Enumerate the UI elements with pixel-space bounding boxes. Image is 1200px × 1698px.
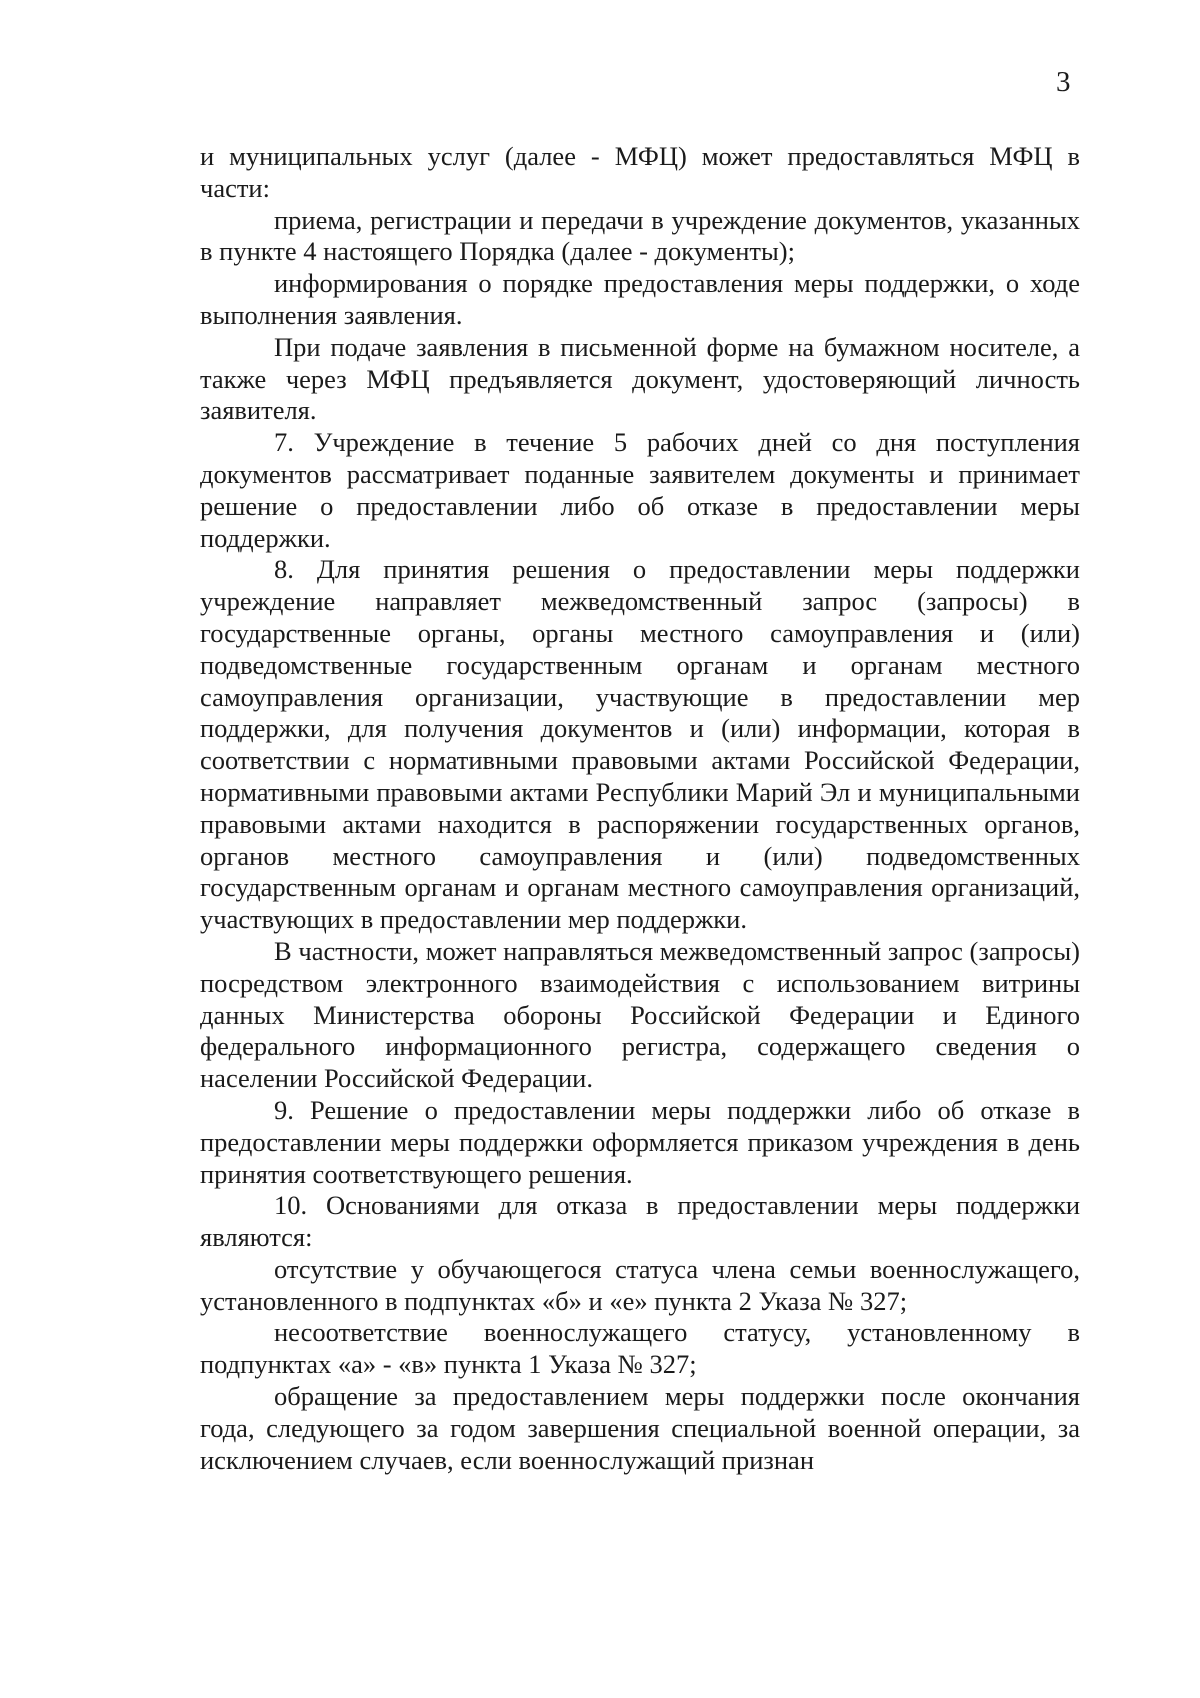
paragraph-item-9: 9. Решение о предоставлении меры поддержки либо об отказе в предоставлении меры поддержки оформляется приказом учреждения в день принятия соответствующего решения. (200, 1094, 1080, 1189)
paragraph-refusal-reason-2: несоответствие военнослужащего статусу, установленному в подпунктах «а» - «в» пункта 1 Указа № 327; (200, 1317, 1080, 1380)
paragraph-interagency-request: В частности, может направляться межведомственный запрос (запросы) посредством электронного взаимодействия с использованием витрины данных Министерства обороны Российской Федерации и Единого федерального информационного регистра, содержащего сведения о населении Российской Федерации. (200, 935, 1080, 1094)
paragraph-mfc-continuation: и муниципальных услуг (далее - МФЦ) может предоставляться МФЦ в части: (200, 141, 1080, 203)
paragraph-item-8: 8. Для принятия решения о предоставлении меры поддержки учреждение направляет межведомственный запрос (запросы) в государственные органы, органы местного самоуправления и (или) подведомственные государственным органам и органам местного самоуправления организации, участвующие в предоставлении мер поддержки, для получения документов и (или) информации, которая в соответствии с нормативными правовыми актами Российской Федерации, нормативными правовыми актами Республики Марий Эл и муниципальными правовыми актами находится в распоряжении государственных органов, органов местного самоуправления и (или) подведомственных государственным органам и органам местного самоуправления организаций, участвующих в предоставлении мер поддержки. (200, 554, 1080, 935)
paragraph-document-reception: приема, регистрации и передачи в учреждение документов, указанных в пункте 4 настоящего Порядка (далее - документы); (200, 204, 1080, 267)
paragraph-item-10: 10. Основаниями для отказа в предоставлении меры поддержки являются: (200, 1190, 1080, 1253)
paragraph-informing: информирования о порядке предоставления меры поддержки, о ходе выполнения заявления. (200, 268, 1080, 330)
paragraph-item-7: 7. Учреждение в течение 5 рабочих дней со дня поступления документов рассматривает поданные заявителем документы и принимает решение о предоставлении либо об отказе в предоставлении меры поддержки. (200, 427, 1080, 553)
paragraph-identity-document: При подаче заявления в письменной форме на бумажном носителе, а также через МФЦ предъявляется документ, удостоверяющий личность заявителя. (200, 331, 1080, 426)
document-body (200, 141, 1080, 1476)
paragraph-refusal-reason-3: обращение за предоставлением меры поддержки после окончания года, следующего за годом завершения специальной военной операции, за исключением случаев, если военнослужащий признан (200, 1381, 1080, 1475)
page-number: 3 (1056, 66, 1071, 98)
paragraph-refusal-reason-1: отсутствие у обучающегося статуса члена семьи военнослужащего, установленного в подпунктах «б» и «е» пункта 2 Указа № 327; (200, 1253, 1080, 1316)
